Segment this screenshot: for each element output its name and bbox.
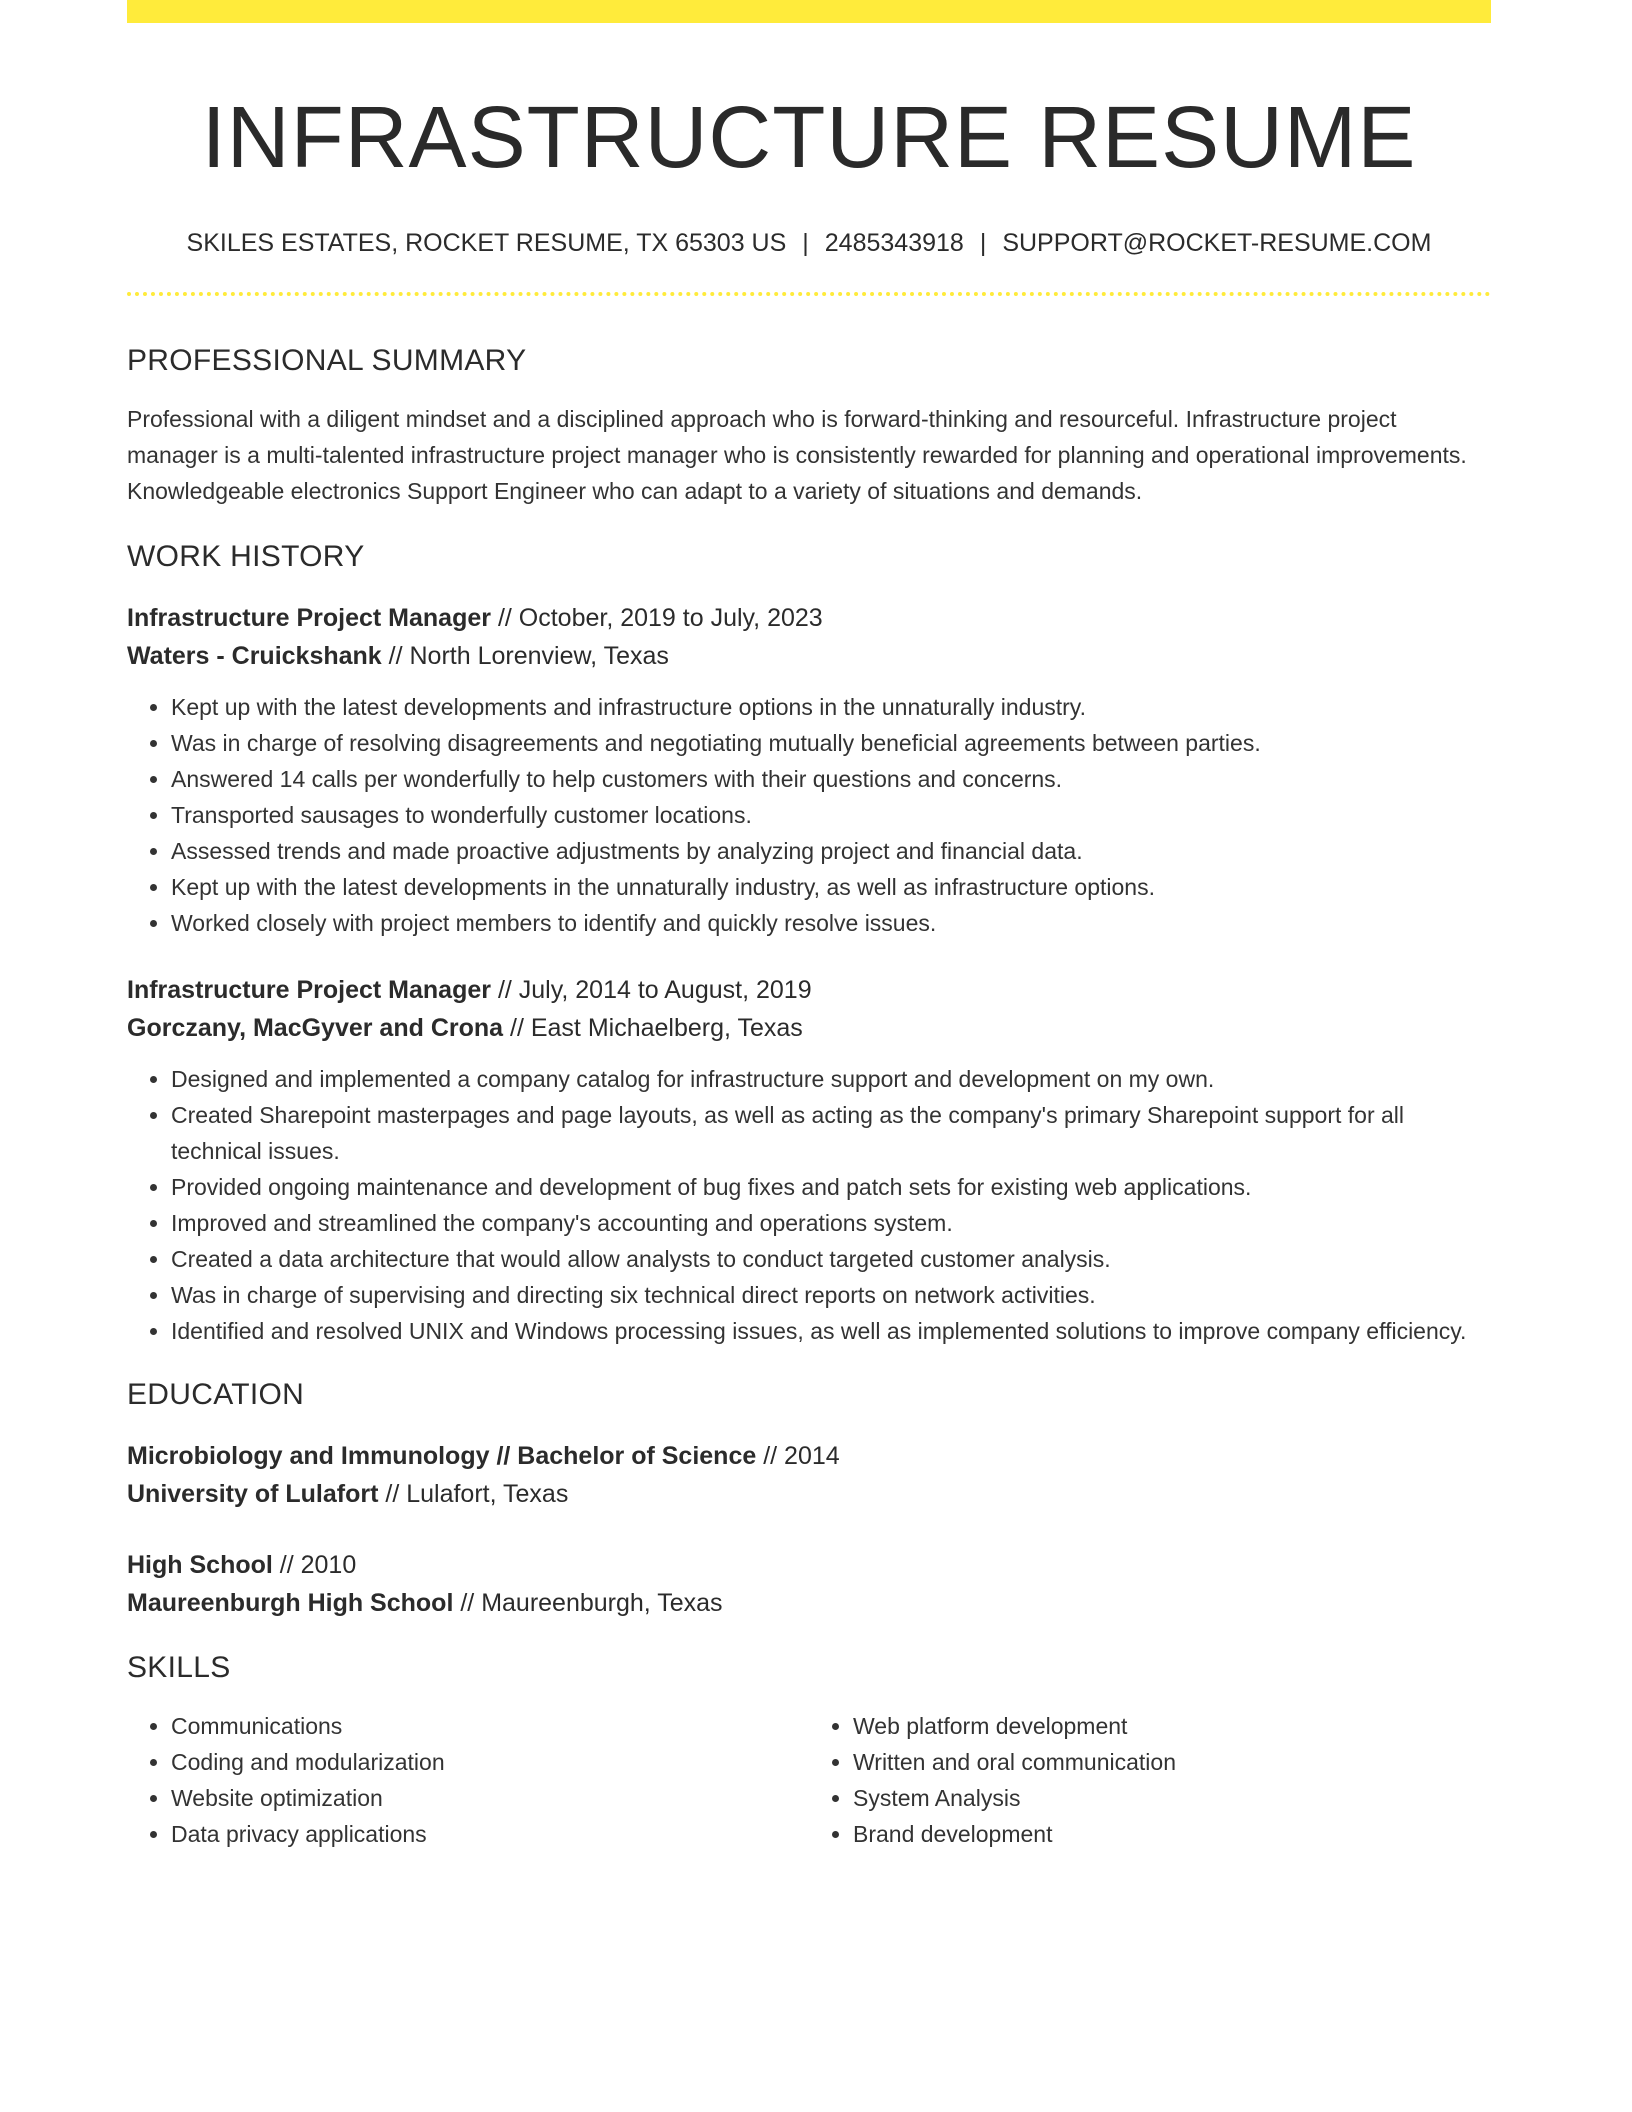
list-item: • Transported sausages to wonderfully customer locations.: [171, 797, 1491, 833]
job-title-line: [127, 971, 1491, 1009]
job-entry: [127, 971, 1491, 1349]
skill-item: • Coding and modularization: [171, 1744, 809, 1780]
job-title-line: [127, 599, 1491, 637]
job-location: // North Lorenview, Texas: [381, 642, 669, 671]
list-item: • Was in charge of supervising and directing six technical direct reports on network activities.: [171, 1277, 1491, 1313]
contact-phone[interactable]: 2485343918: [824, 229, 964, 258]
job-entry: [127, 599, 1491, 941]
education-year: // 2014: [756, 1442, 840, 1471]
education-school-line: [127, 1584, 1491, 1622]
education-degree-line: [127, 1546, 1491, 1584]
skill-item: • System Analysis: [853, 1780, 1491, 1816]
accent-top-bar: [127, 0, 1491, 23]
summary-text: Professional with a diligent mindset and a disciplined approach who is forward-thinking and resourceful. Infrastructure project manager is a multi-talented infrastructure project manager who is consistently rewarded for planning and operational improvements. Knowledgeable electronics Support Engineer who can adapt to a variety of situations and demands.: [127, 406, 1467, 505]
skills-left-list: [127, 1708, 809, 1852]
contact-separator: |: [979, 229, 987, 258]
resume-title: INFRASTRUCTURE RESUME: [201, 89, 1417, 186]
skills-heading: SKILLS: [127, 1651, 231, 1685]
education-degree: High School: [127, 1551, 273, 1580]
list-item: • Kept up with the latest developments and infrastructure options in the unnaturally industry.: [171, 689, 1491, 725]
skills-columns: [127, 1708, 1491, 1852]
skill-item: • Written and oral communication: [853, 1744, 1491, 1780]
job-dates: // July, 2014 to August, 2019: [491, 976, 812, 1005]
list-item: • Answered 14 calls per wonderfully to help customers with their questions and concerns.: [171, 761, 1491, 797]
job-bullets: [127, 689, 1491, 941]
list-item: • Created a data architecture that would allow analysts to conduct targeted customer analysis.: [171, 1241, 1491, 1277]
list-item: • Assessed trends and made proactive adjustments by analyzing project and financial data.: [171, 833, 1491, 869]
summary-heading: PROFESSIONAL SUMMARY: [127, 344, 527, 378]
education-entry: [127, 1437, 1491, 1513]
job-dates: // October, 2019 to July, 2023: [491, 604, 823, 633]
education-location: // Lulafort, Texas: [378, 1480, 569, 1509]
education-school: University of Lulafort: [127, 1480, 379, 1509]
education-year: // 2010: [272, 1551, 357, 1580]
job-location: // East Michaelberg, Texas: [503, 1014, 803, 1043]
education-location: // Maureenburgh, Texas: [453, 1589, 723, 1618]
list-item: • Identified and resolved UNIX and Windows processing issues, as well as implemented solutions to improve company efficiency.: [171, 1313, 1491, 1349]
list-item: • Designed and implemented a company catalog for infrastructure support and development on my own.: [171, 1061, 1491, 1097]
job-company: Waters - Cruickshank: [127, 642, 382, 671]
job-company: Gorczany, MacGyver and Crona: [127, 1014, 504, 1043]
education-degree-line: [127, 1437, 1491, 1475]
list-item: • Created Sharepoint masterpages and page layouts, as well as acting as the company's primary Sharepoint support for all technical issues.: [171, 1097, 1491, 1169]
skill-item: • Communications: [171, 1708, 809, 1744]
education-school: Maureenburgh High School: [127, 1589, 454, 1618]
education-entry: [127, 1546, 1491, 1622]
education-heading: EDUCATION: [127, 1378, 305, 1412]
list-item: • Was in charge of resolving disagreements and negotiating mutually beneficial agreements between parties.: [171, 725, 1491, 761]
contact-separator: |: [802, 229, 809, 258]
job-company-line: [127, 637, 1491, 675]
resume-page: [127, 0, 1491, 1852]
skill-item: • Data privacy applications: [171, 1816, 809, 1852]
education-degree: Microbiology and Immunology // Bachelor of Science: [127, 1442, 757, 1471]
skills-right-list: [809, 1708, 1491, 1852]
skill-item: • Brand development: [853, 1816, 1491, 1852]
education-school-line: [127, 1475, 1491, 1513]
list-item: • Kept up with the latest developments in the unnaturally industry, as well as infrastructure options.: [171, 869, 1491, 905]
skill-item: • Website optimization: [171, 1780, 809, 1816]
list-item: • Improved and streamlined the company's accounting and operations system.: [171, 1205, 1491, 1241]
dotted-divider: [127, 292, 1491, 296]
list-item: • Provided ongoing maintenance and development of bug fixes and patch sets for existing web applications.: [171, 1169, 1491, 1205]
job-bullets: [127, 1061, 1491, 1349]
contact-line: [127, 226, 1491, 260]
contact-email[interactable]: SUPPORT@ROCKET-RESUME.COM: [1002, 229, 1432, 258]
job-company-line: [127, 1009, 1491, 1047]
job-title: Infrastructure Project Manager: [127, 976, 491, 1005]
job-title: Infrastructure Project Manager: [127, 604, 491, 633]
contact-address: SKILES ESTATES, ROCKET RESUME, TX 65303 US: [186, 229, 787, 258]
work-history-heading: WORK HISTORY: [127, 540, 365, 574]
skill-item: • Web platform development: [853, 1708, 1491, 1744]
list-item: • Worked closely with project members to identify and quickly resolve issues.: [171, 905, 1491, 941]
